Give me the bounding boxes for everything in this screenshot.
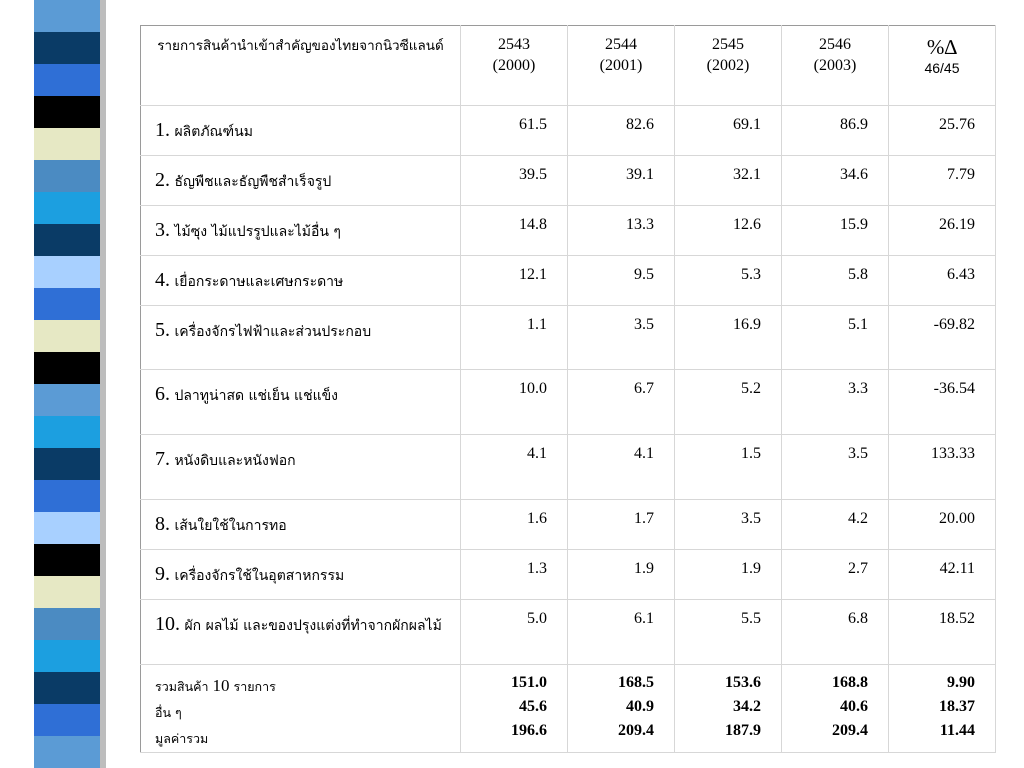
pct-change-symbol: %∆ [926,35,958,59]
stripe-segment [34,544,100,576]
value-pct-change: 7.79 [889,156,996,206]
value-pct-change: 6.43 [889,256,996,306]
item-cell [141,256,461,306]
value-2545: 16.9 [675,306,782,370]
summary-other: 40.9 [626,698,654,715]
item-number: 6. [155,383,170,405]
stripe-segment [34,448,100,480]
table-row [141,370,996,435]
year-be: 2543 [498,36,530,53]
column-header-pct-change [889,26,996,106]
value-2545: 1.9 [675,550,782,600]
value-2544: 1.7 [568,500,675,550]
table-row [141,550,996,600]
value-2546: 5.8 [782,256,889,306]
table-row [141,206,996,256]
value-2546: 86.9 [782,106,889,156]
stripe-segment [34,384,100,416]
year-ce: (2001) [599,57,643,74]
item-number: 1. [155,119,170,141]
item-label: เครื่องจักรใช้ในอุตสาหกรรม [174,568,345,584]
stripe-segment [34,64,100,96]
item-label: ไม้ซุง ไม้แปรรูปและไม้อื่น ๆ [174,224,341,240]
summary-total-prefix: รวมสินค้า [155,679,209,694]
value-2545: 5.3 [675,256,782,306]
import-table [140,25,996,753]
value-2545: 32.1 [675,156,782,206]
summary-total: 153.6 [725,674,761,691]
stripe-segment [34,32,100,64]
item-cell [141,435,461,500]
value-2546: 2.7 [782,550,889,600]
value-pct-change: 133.33 [889,435,996,500]
decorative-stripe-bar [34,0,100,768]
item-label: เส้นใยใช้ในการทอ [174,518,287,534]
table-row [141,600,996,665]
summary-2546 [782,665,889,753]
item-cell [141,306,461,370]
item-number: 5. [155,319,170,341]
item-label: ผัก ผลไม้ และของปรุงแต่งที่ทำจากผักผลไม้ [184,618,442,634]
summary-pct-change [889,665,996,753]
summary-other: 18.37 [939,698,975,715]
item-number: 3. [155,219,170,241]
value-2546: 4.2 [782,500,889,550]
stripe-segment [34,736,100,768]
summary-grand: 196.6 [511,722,547,739]
stripe-segment [34,480,100,512]
item-label: เครื่องจักรไฟฟ้าและส่วนประกอบ [174,324,372,340]
year-ce: (2003) [813,57,857,74]
summary-label-grand: มูลค่ารวม [155,731,209,746]
table-row [141,306,996,370]
year-be: 2546 [819,36,851,53]
stripe-segment [34,224,100,256]
summary-2545 [675,665,782,753]
import-table-container [140,25,995,753]
value-pct-change: -36.54 [889,370,996,435]
summary-grand: 11.44 [939,722,975,739]
value-2546: 3.5 [782,435,889,500]
value-2545: 3.5 [675,500,782,550]
summary-other: 45.6 [519,698,547,715]
table-row [141,500,996,550]
value-2543: 1.6 [461,500,568,550]
year-be: 2544 [605,36,637,53]
value-2544: 39.1 [568,156,675,206]
summary-grand: 209.4 [832,722,868,739]
stripe-segment [34,320,100,352]
item-cell [141,370,461,435]
value-pct-change: 42.11 [889,550,996,600]
summary-2543 [461,665,568,753]
stripe-segment [34,576,100,608]
value-2543: 1.3 [461,550,568,600]
summary-grand: 209.4 [618,722,654,739]
summary-label-other: อื่น ๆ [155,705,182,720]
summary-grand: 187.9 [725,722,761,739]
summary-row [141,665,996,753]
table-row [141,256,996,306]
stripe-segment [34,640,100,672]
summary-2544 [568,665,675,753]
item-number: 2. [155,169,170,191]
item-cell [141,500,461,550]
value-2545: 1.5 [675,435,782,500]
item-cell [141,106,461,156]
item-number: 10. [155,613,180,635]
stripe-segment [34,0,100,32]
item-number: 8. [155,513,170,535]
summary-total-count: 10 [212,676,230,695]
summary-other: 34.2 [733,698,761,715]
value-2546: 34.6 [782,156,889,206]
value-2546: 3.3 [782,370,889,435]
stripe-segment [34,352,100,384]
column-header-items: รายการสินค้านำเข้าสำคัญของไทยจากนิวซีแลนด์ [141,26,461,106]
value-2544: 6.7 [568,370,675,435]
value-2544: 3.5 [568,306,675,370]
value-pct-change: 20.00 [889,500,996,550]
value-2545: 5.5 [675,600,782,665]
item-label: ธัญพืชและธัญพืชสำเร็จรูป [174,174,332,190]
header-row [141,26,996,106]
summary-total-suffix: รายการ [233,679,276,694]
value-2545: 5.2 [675,370,782,435]
value-2544: 4.1 [568,435,675,500]
value-2543: 10.0 [461,370,568,435]
stripe-segment [34,704,100,736]
item-label: ผลิตภัณฑ์นม [174,124,253,140]
value-pct-change: 25.76 [889,106,996,156]
stripe-segment [34,256,100,288]
value-pct-change: 18.52 [889,600,996,665]
value-2543: 1.1 [461,306,568,370]
summary-total: 9.90 [947,674,975,691]
value-2544: 6.1 [568,600,675,665]
column-header-2545 [675,26,782,106]
item-cell [141,206,461,256]
column-header-2543 [461,26,568,106]
stripe-segment [34,96,100,128]
value-2546: 6.8 [782,600,889,665]
stripe-segment [34,608,100,640]
summary-labels [141,665,461,753]
table-row [141,435,996,500]
item-cell [141,550,461,600]
item-cell [141,156,461,206]
stripe-segment [34,672,100,704]
year-ce: (2000) [492,57,536,74]
value-2543: 14.8 [461,206,568,256]
pct-change-period: 46/45 [924,60,960,76]
value-pct-change: 26.19 [889,206,996,256]
summary-other: 40.6 [840,698,868,715]
value-pct-change: -69.82 [889,306,996,370]
item-label: เยื่อกระดาษและเศษกระดาษ [174,274,344,290]
value-2544: 13.3 [568,206,675,256]
value-2544: 9.5 [568,256,675,306]
year-be: 2545 [712,36,744,53]
item-label: หนังดิบและหนังฟอก [174,453,296,469]
value-2544: 82.6 [568,106,675,156]
stripe-shadow [100,0,106,768]
table-row [141,106,996,156]
value-2545: 12.6 [675,206,782,256]
item-number: 4. [155,269,170,291]
item-cell [141,600,461,665]
summary-label-total [155,673,460,700]
value-2543: 39.5 [461,156,568,206]
stripe-segment [34,288,100,320]
value-2543: 4.1 [461,435,568,500]
stripe-segment [34,512,100,544]
column-header-2546 [782,26,889,106]
column-header-2544 [568,26,675,106]
value-2543: 61.5 [461,106,568,156]
value-2544: 1.9 [568,550,675,600]
value-2543: 12.1 [461,256,568,306]
year-ce: (2002) [706,57,750,74]
stripe-segment [34,160,100,192]
item-label: ปลาทูน่าสด แช่เย็น แช่แข็ง [174,388,339,404]
value-2546: 15.9 [782,206,889,256]
stripe-segment [34,128,100,160]
value-2546: 5.1 [782,306,889,370]
item-number: 7. [155,448,170,470]
value-2543: 5.0 [461,600,568,665]
item-number: 9. [155,563,170,585]
table-row [141,156,996,206]
summary-total: 168.5 [618,674,654,691]
summary-total: 168.8 [832,674,868,691]
stripe-segment [34,416,100,448]
summary-total: 151.0 [511,674,547,691]
value-2545: 69.1 [675,106,782,156]
stripe-segment [34,192,100,224]
